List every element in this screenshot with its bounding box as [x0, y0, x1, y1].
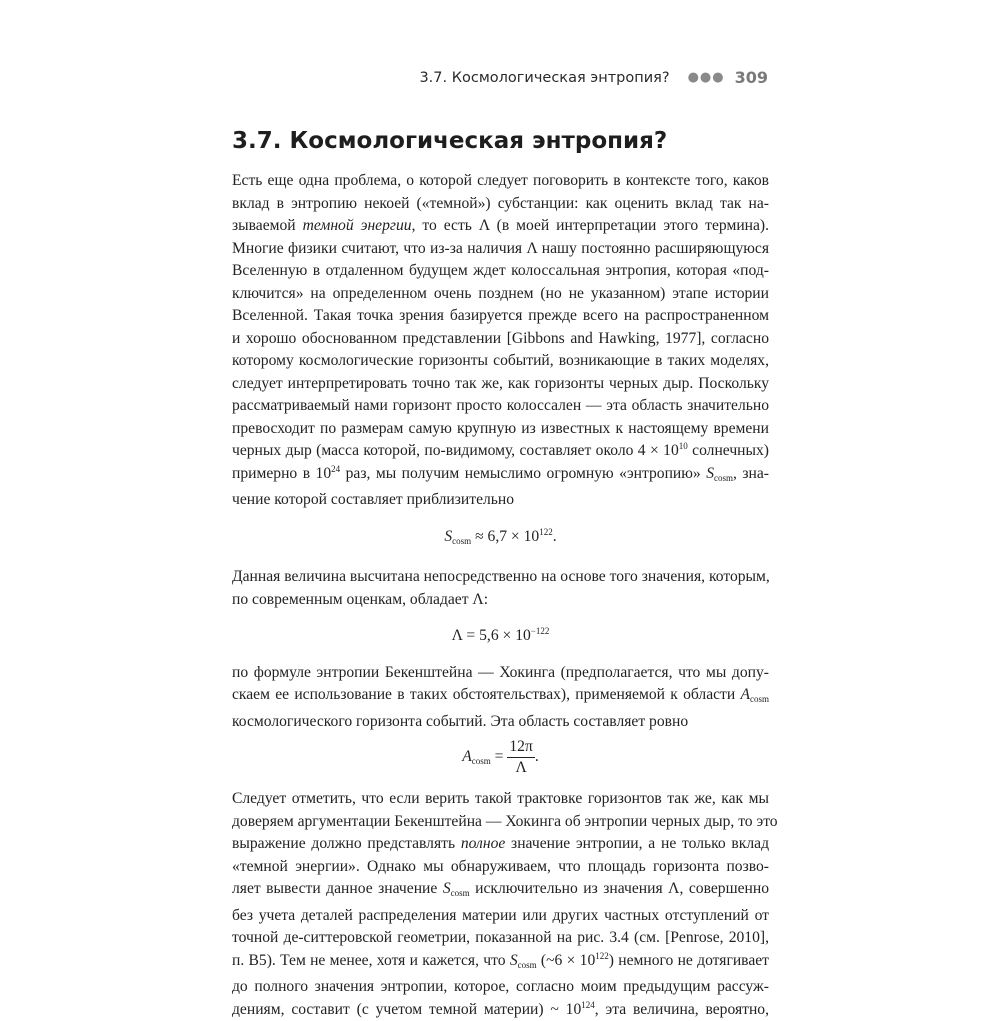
subscript: cosm	[472, 756, 491, 766]
text-line: Следует отметить, что если верить такой трактовке горизонтов так же, как мы	[232, 788, 769, 811]
text-fragment: исключительно из значения Λ, совершенно	[470, 880, 769, 897]
exponent: −122	[531, 626, 550, 636]
text-line: Вселенную в отдаленном будущем ждет колоссальная энтропия, которая «под-	[232, 260, 769, 283]
text-fragment: раз, мы получим немыслимо огромную «энтропию»	[340, 465, 706, 482]
paragraph-3	[232, 662, 769, 734]
math-symbol: S	[510, 952, 518, 969]
text-line: «темной энергии». Однако мы обнаруживаем, что площадь горизонта позво-	[232, 856, 769, 879]
text-line: Вселенной. Такая точка зрения базируется прежде всего на распространенном	[232, 305, 769, 328]
text-fragment: , зна-	[733, 465, 769, 482]
text-line	[232, 440, 769, 463]
text-line: вклад в энтропию некоей («темной») субстанции: как оценить вклад так на-	[232, 193, 769, 216]
subscript: cosm	[518, 960, 537, 970]
subscript: cosm	[750, 694, 769, 704]
numerator: 12π	[507, 737, 534, 758]
text-fragment: скаем ее использование в таких обстоятельствах), применяемой к области	[232, 686, 740, 703]
text-fragment: ≈ 6,7 × 10	[471, 528, 539, 545]
paragraph-4	[232, 788, 769, 1021]
text-fragment: ) немного не дотягивает	[609, 952, 769, 969]
text-line: по формуле энтропии Бекенштейна — Хокинга (предполагается, что мы допу-	[232, 662, 769, 685]
text-line	[232, 684, 769, 711]
text-line: по современным оценкам, обладает Λ:	[232, 589, 769, 612]
text-line: чение которой составляет приблизительно	[232, 489, 769, 512]
text-fragment: Λ = 5,6 × 10	[452, 627, 531, 644]
italic-term: темной энергии	[303, 217, 412, 234]
text-fragment: , то есть Λ (в моей интерпретации этого термина).	[412, 217, 769, 234]
text-fragment: , эта величина, вероятно,	[595, 1001, 769, 1018]
text-line	[232, 463, 769, 490]
text-line: рассматриваемый нами горизонт просто колоссален — эта область значительно	[232, 395, 769, 418]
text-line: доверяем аргументации Бекенштейна — Хокинга об энтропии черных дыр, то это	[232, 811, 769, 834]
text-line: Есть еще одна проблема, о которой следует поговорить в контексте того, каков	[232, 170, 769, 193]
text-line	[232, 878, 769, 905]
formula-entropy	[232, 526, 769, 553]
text-fragment: =	[491, 748, 508, 765]
math-symbol: A	[740, 686, 750, 703]
text-line	[232, 215, 769, 238]
text-line: точной де-ситтеровской геометрии, показанной на рис. 3.4 (см. [Penrose, 2010],	[232, 927, 769, 950]
text-fragment: .	[535, 748, 539, 765]
text-line	[232, 833, 769, 856]
paragraph-2	[232, 566, 769, 611]
math-symbol: S	[443, 880, 451, 897]
subscript: cosm	[451, 888, 470, 898]
text-line: без учета деталей распределения материи или других частных отступлений от	[232, 905, 769, 928]
subscript: cosm	[714, 473, 733, 483]
running-head-section: 3.7. Космологическая энтропия?	[419, 70, 669, 86]
running-head	[419, 68, 768, 87]
text-line	[232, 999, 769, 1021]
text-fragment: солнечных)	[688, 442, 769, 459]
text-line: Данная величина высчитана непосредственно на основе того значения, которым,	[232, 566, 769, 589]
italic-term: полное	[461, 835, 505, 852]
section-heading: 3.7. Космологическая энтропия?	[232, 128, 667, 154]
text-fragment: .	[553, 528, 557, 545]
body-text	[232, 170, 769, 1021]
text-fragment: дениям, составит (с учетом темной материи) ~ 10	[232, 1001, 581, 1018]
text-fragment: (~6 × 10	[537, 952, 596, 969]
text-line: до полного значения энтропии, которое, согласно моим предыдущим рассуж-	[232, 976, 769, 999]
page-number: 309	[735, 68, 768, 87]
text-fragment: выражение должно представлять	[232, 835, 461, 852]
text-line: которому космологические горизонты событий, возникающие в таких моделях,	[232, 350, 769, 373]
text-fragment: примерно в 10	[232, 465, 331, 482]
exponent: 10	[679, 441, 688, 451]
text-line: и хорошо обоснованном представлении [Gibbons and Hawking, 1977], согласно	[232, 328, 769, 351]
text-fragment: черных дыр (масса которой, по-видимому, составляет около 4 × 10	[232, 442, 679, 459]
paragraph-1	[232, 170, 769, 512]
exponent: 122	[595, 951, 609, 961]
text-line: следует интерпретировать точно так же, как горизонты черных дыр. Поскольку	[232, 373, 769, 396]
exponent: 122	[539, 527, 553, 537]
formula-lambda	[232, 625, 769, 648]
text-line	[232, 950, 769, 977]
text-line: космологического горизонта событий. Эта область составляет ровно	[232, 711, 769, 734]
denominator: Λ	[515, 758, 526, 778]
formula-area	[232, 737, 769, 778]
fraction	[507, 737, 534, 778]
text-fragment: зываемой	[232, 217, 303, 234]
math-symbol: S	[444, 528, 452, 545]
exponent: 124	[581, 1000, 595, 1010]
ornament-dots-icon: ●●●	[688, 70, 725, 85]
text-line: превосходит по размерам самую крупную из известных к настоящему времени	[232, 418, 769, 441]
text-fragment: п. B5). Тем не менее, хотя и кажется, что	[232, 952, 510, 969]
text-fragment: ляет вывести данное значение	[232, 880, 443, 897]
text-line: ключится» на определенном очень позднем (но не указанном) этапе истории	[232, 283, 769, 306]
text-fragment: значение энтропии, а не только вклад	[505, 835, 769, 852]
subscript: cosm	[452, 536, 471, 546]
math-symbol: A	[462, 748, 472, 765]
math-symbol: S	[706, 465, 714, 482]
text-line: Многие физики считают, что из-за наличия Λ нашу постоянно расширяющуюся	[232, 238, 769, 261]
exponent: 24	[331, 464, 340, 474]
